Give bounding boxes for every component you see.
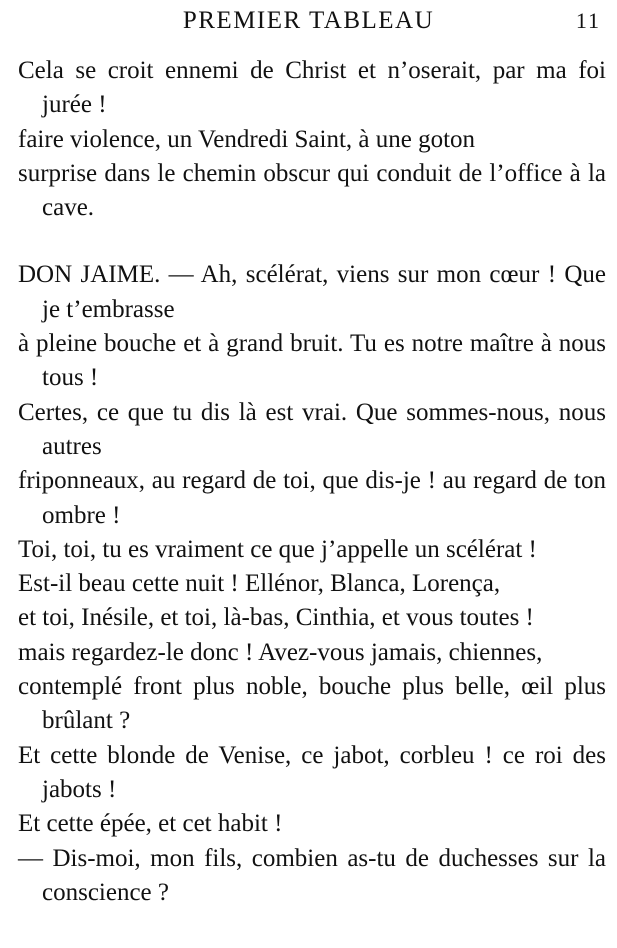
running-head (0, 4, 617, 38)
verse-line: faire violence, un Vendredi Saint, à une goton (18, 125, 476, 153)
verse-line: — Dis-moi, mon fils, combien as-tu de duchesses sur la conscience ? (18, 844, 606, 906)
verse-line: Certes, ce que tu dis là est vrai. Que sommes-nous, nous autres (18, 398, 606, 460)
verse-line: Et cette épée, et cet habit ! (18, 810, 283, 838)
verse-line: friponneaux, au regard de toi, que dis-je ! au regard de ton ombre ! (18, 467, 606, 529)
verse-line: Et cette blonde de Venise, ce jabot, corbleu ! ce roi des jabots ! (18, 741, 606, 803)
verse-line: Est-il beau cette nuit ! Ellénor, Blanca, Lorença, (18, 570, 501, 598)
verse-line: et toi, Inésile, et toi, là-bas, Cinthia, et vous toutes ! (18, 604, 534, 632)
verse-line: contemplé front plus noble, bouche plus belle, œil plus brûlant ? (18, 673, 606, 735)
verse-line: à pleine bouche et à grand bruit. Tu es notre maître à nous tous ! (18, 330, 606, 392)
page-number: 11 (575, 8, 601, 33)
running-title: PREMIER TABLEAU (182, 7, 435, 34)
verse-line: Toi, toi, tu es vraiment ce que j’appelle un scélérat ! (18, 535, 537, 563)
verse-line: mais regardez-le donc ! Avez-vous jamais, chiennes, (18, 638, 543, 666)
verse-line: surprise dans le chemin obscur qui conduit de l’office à la cave. (18, 159, 606, 222)
verse-line: Cela se croit ennemi de Christ et n’oserait, par ma foi jurée ! (18, 57, 606, 119)
text-body (18, 54, 606, 910)
verse-line-speaker: DON JAIME. — Ah, scélérat, viens sur mon cœur ! Que je t’embrasse (18, 261, 606, 323)
